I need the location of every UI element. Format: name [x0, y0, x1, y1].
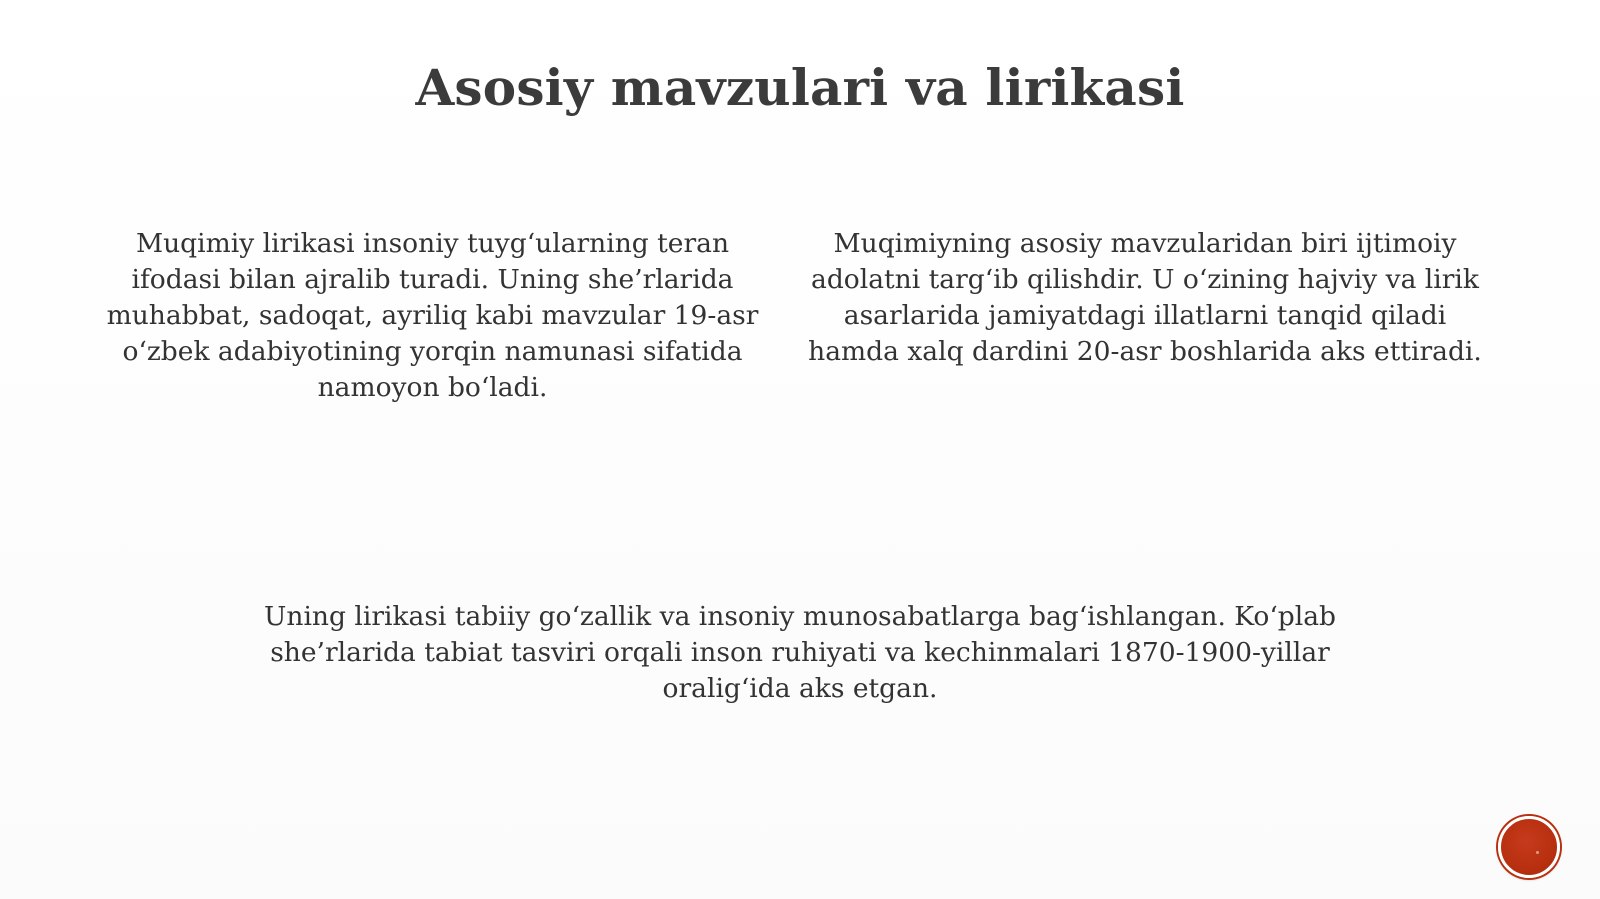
paragraph-bottom: Uning lirikasi tabiiy go‘zallik va insoniy munosabatlarga bag‘ishlangan. Ko‘plab she’rlarida tabiat tasviri orqali inson ruhiyati va kechinmalari 1870-1900-yillar oralig‘ida aks etgan. [264, 601, 1336, 704]
circle-button-icon [1536, 851, 1539, 854]
slide-nav-button[interactable] [1498, 816, 1560, 878]
paragraph-right: Muqimiyning asosiy mavzularidan biri ijtimoiy adolatni targ‘ib qilishdir. U o‘zining hajviy va lirik asarlarida jamiyatdagi illatlarni tanqid qiladi hamda xalq dardini 20-asr boshlarida aks ettiradi. [808, 228, 1482, 367]
slide-title: Asosiy mavzulari va lirikasi [415, 58, 1185, 117]
paragraph-left: Muqimiy lirikasi insoniy tuyg‘ularning teran ifodasi bilan ajralib turadi. Uning she’rlarida muhabbat, sadoqat, ayriliq kabi mavzular 19-asr o‘zbek adabiyotining yorqin namunasi sifatida namoyon bo‘ladi. [106, 228, 759, 403]
